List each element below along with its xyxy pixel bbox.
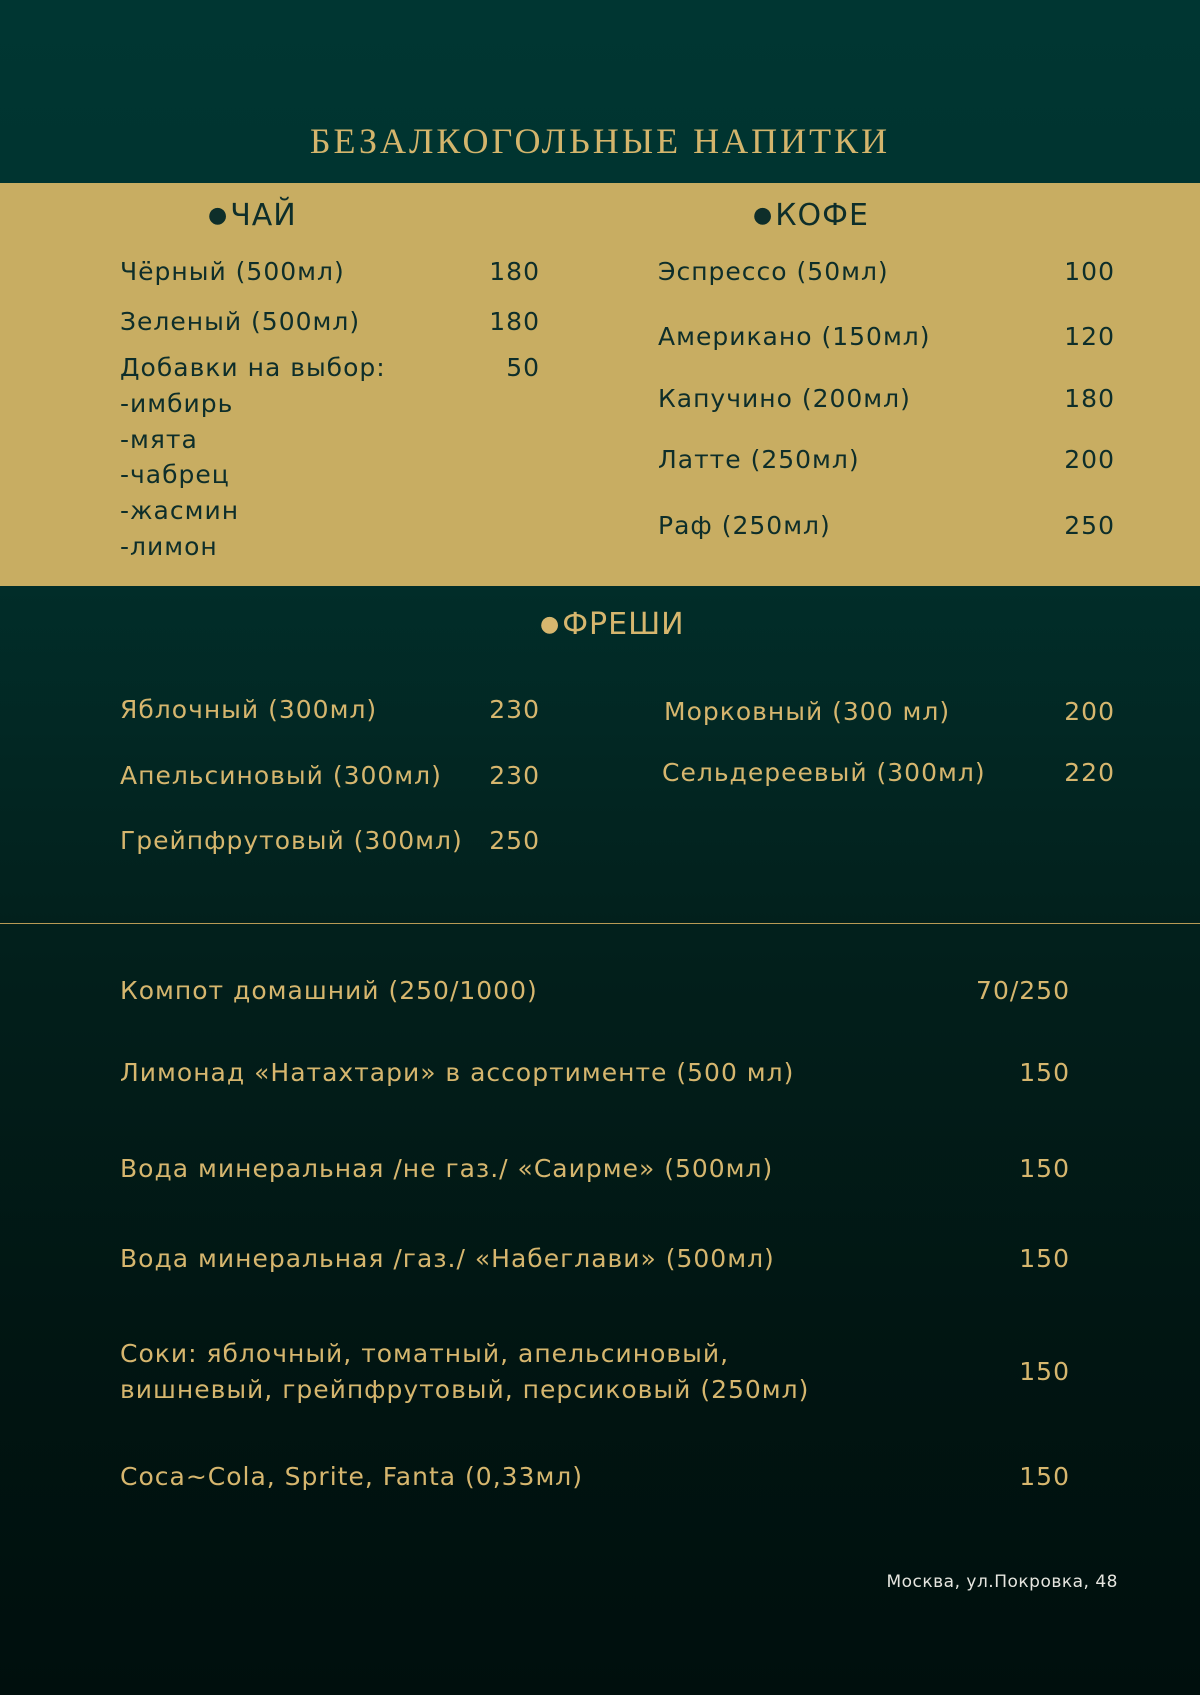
- fresh-item-price: 220: [1064, 758, 1115, 787]
- drink-item-name: Соки: яблочный, томатный, апельсиновый,: [120, 1339, 730, 1368]
- fresh-item-name: Апельсиновый (300мл): [120, 761, 442, 790]
- page-title: БЕЗАЛКОГОЛЬНЫЕ НАПИТКИ: [309, 121, 891, 161]
- fresh-item-name: Грейпфрутовый (300мл): [120, 826, 463, 855]
- fresh-item-price: 230: [489, 695, 540, 724]
- drink-item-price: 150: [1019, 1462, 1070, 1491]
- coffee-item-name: Капучино (200мл): [658, 384, 911, 413]
- coffee-item-name: Латте (250мл): [658, 445, 860, 474]
- tea-addition: -имбирь: [120, 389, 234, 418]
- drink-item-price: 150: [1019, 1154, 1070, 1183]
- drink-item-name: Coca~Cola, Sprite, Fanta (0,33мл): [120, 1462, 584, 1491]
- coffee-item-name: Американо (150мл): [658, 322, 931, 351]
- coffee-item-price: 200: [1064, 445, 1115, 474]
- tea-item-price: 180: [489, 257, 540, 286]
- fresh-item-price: 200: [1064, 697, 1115, 726]
- bullet-icon: ●: [208, 203, 229, 228]
- tea-item-price: 180: [489, 307, 540, 336]
- tea-coffee-section: [0, 183, 1200, 586]
- tea-additions-price: 50: [506, 353, 540, 382]
- drink-item-price: 150: [1019, 1244, 1070, 1273]
- section-divider: [0, 923, 1200, 924]
- tea-item-name: Зеленый (500мл): [120, 307, 361, 336]
- drink-item-name: Лимонад «Натахтари» в ассортименте (500 мл): [120, 1058, 795, 1087]
- bullet-icon: ●: [753, 203, 774, 228]
- drink-item-price: 150: [1019, 1058, 1070, 1087]
- fresh-item-name: Яблочный (300мл): [120, 695, 378, 724]
- coffee-item-price: 100: [1064, 257, 1115, 286]
- coffee-item-price: 120: [1064, 322, 1115, 351]
- bullet-icon: ●: [540, 612, 561, 637]
- fresh-item-name: Морковный (300 мл): [664, 697, 951, 726]
- drink-item-name: Компот домашний (250/1000): [120, 976, 538, 1005]
- coffee-heading: ●КОФЕ: [753, 198, 869, 233]
- tea-addition: -лимон: [120, 532, 218, 561]
- fresh-item-price: 230: [489, 761, 540, 790]
- coffee-item-name: Эспрессо (50мл): [658, 257, 889, 286]
- tea-item-name: Чёрный (500мл): [120, 257, 345, 286]
- coffee-item-price: 250: [1064, 511, 1115, 540]
- fresh-heading: ●ФРЕШИ: [540, 607, 685, 642]
- tea-addition: -мята: [120, 425, 198, 454]
- tea-addition: -чабрец: [120, 460, 230, 489]
- footer-address: Москва, ул.Покровка, 48: [886, 1572, 1118, 1592]
- fresh-item-price: 250: [489, 826, 540, 855]
- drink-item-name: Вода минеральная /не газ./ «Саирме» (500мл): [120, 1154, 774, 1183]
- fresh-item-name: Сельдереевый (300мл): [662, 758, 986, 787]
- coffee-item-name: Раф (250мл): [658, 511, 831, 540]
- tea-additions-label: Добавки на выбор:: [120, 353, 386, 382]
- drink-item-name: Вода минеральная /газ./ «Набеглави» (500мл): [120, 1244, 775, 1273]
- tea-heading: ●ЧАЙ: [208, 198, 297, 233]
- tea-addition: -жасмин: [120, 496, 240, 525]
- drink-item-price: 150: [1019, 1357, 1070, 1386]
- drink-item-price: 70/250: [976, 976, 1070, 1005]
- coffee-item-price: 180: [1064, 384, 1115, 413]
- drink-item-name-line2: вишневый, грейпфрутовый, персиковый (250мл): [120, 1375, 810, 1404]
